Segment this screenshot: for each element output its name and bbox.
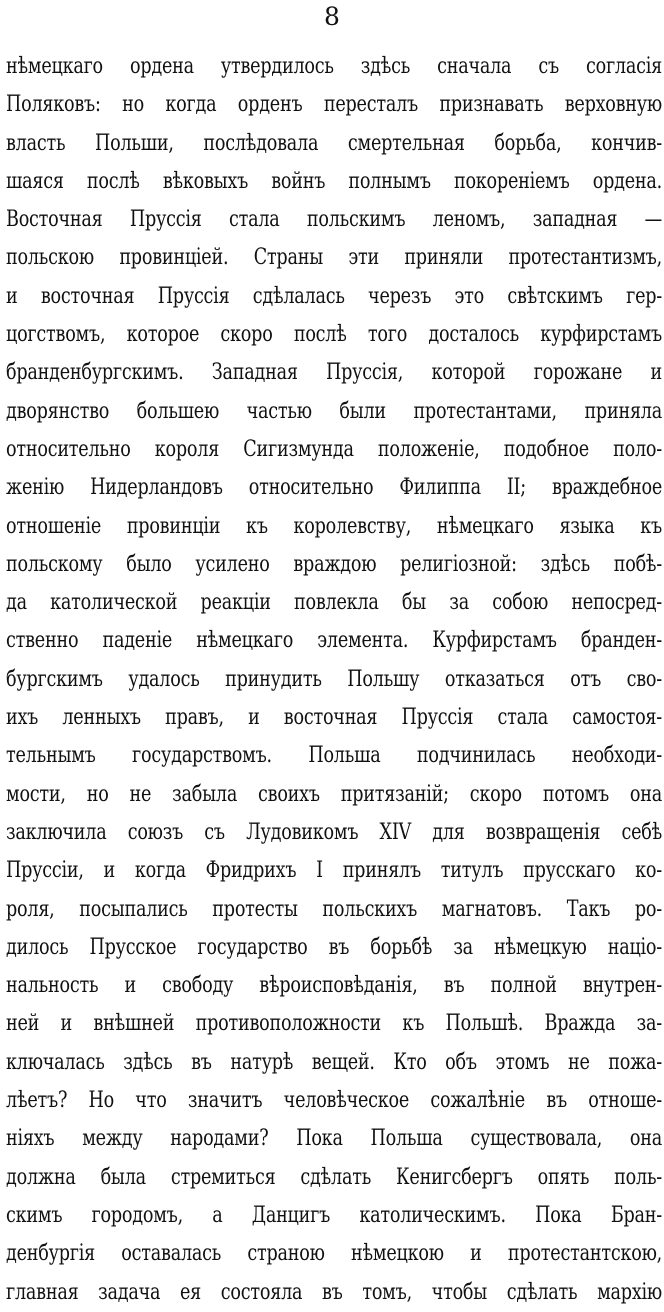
text-line: ключалась здѣсь въ натурѣ вещей. Кто объ этомъ не пожа- <box>6 1049 662 1075</box>
text-line: главная задача ея состояла въ томъ, чтобы сдѣлать мархію <box>6 1279 662 1305</box>
text-line: польскою провинціей. Страны эти приняли протестантизмъ, <box>6 245 662 271</box>
text-line: нѣмецкаго ордена утвердилось здѣсь сначала съ согласія <box>6 54 662 79</box>
text-line: отношеніе провинціи къ королевству, нѣмецкаго языка къ <box>6 513 662 539</box>
text-line: лѣетъ? Но что значитъ человѣческое сожалѣніе въ отноше- <box>6 1088 662 1114</box>
text-line: ней и внѣшней противоположности къ Польшѣ. Вражда за- <box>6 1011 662 1037</box>
text-line: бранденбургскимъ. Западная Пруссія, которой горожане и <box>6 360 662 386</box>
text-line: тельнымъ государствомъ. Польша подчинилась необходи- <box>6 743 662 769</box>
text-line: и восточная Пруссія сдѣлалась черезъ это свѣтскимъ гер- <box>6 283 662 309</box>
text-line: Поляковъ: но когда орденъ пересталъ признавать верховную <box>6 92 662 118</box>
text-line: денбургія оставалась страною нѣмецкою и протестантскою, <box>6 1241 662 1267</box>
text-line: должна была стремиться сдѣлать Кенигсбергъ опять поль- <box>6 1164 662 1190</box>
text-line: Пруссіи, и когда Фридрихъ I принялъ титулъ прусскаго ко- <box>6 858 662 884</box>
text-line: мости, но не забыла своихъ притязаній; скоро потомъ она <box>6 781 662 807</box>
text-line: Восточная Пруссія стала польскимъ леномъ, западная — <box>6 207 662 233</box>
text-line: ихъ ленныхъ правъ, и восточная Пруссія стала самостоя- <box>6 705 662 731</box>
text-line: относительно короля Сигизмунда положеніе, подобное поло- <box>6 436 662 462</box>
text-line: дворянство большею частью были протестантами, приняла <box>6 398 662 424</box>
text-line: власть Польши, послѣдовала смертельная борьба, кончив- <box>6 130 662 156</box>
text-line: женію Нидерландовъ относительно Филиппа II; враждебное <box>6 475 662 501</box>
text-line: да католической реакціи повлекла бы за собою непосред- <box>6 590 662 616</box>
text-line: шаяся послѣ вѣковыхъ войнъ полнымъ покореніемъ ордена. <box>6 168 662 194</box>
body-text <box>6 48 662 1312</box>
text-line: цогствомъ, которое скоро послѣ того досталось курфирстамъ <box>6 322 662 348</box>
text-line: дилось Прусское государство въ борьбѣ за нѣмецкую націо- <box>6 934 662 960</box>
text-line: заключила союзъ съ Лудовикомъ XIV для возвращенія себѣ <box>6 819 662 845</box>
text-line: бургскимъ удалось принудить Польшу отказаться отъ сво- <box>6 666 662 692</box>
text-line: ственно паденіе нѣмецкаго элемента. Курфирстамъ бранден- <box>6 628 662 654</box>
text-line: ніяхъ между народами? Пока Польша существовала, она <box>6 1126 662 1152</box>
text-line: роля, посыпались протесты польскихъ магнатовъ. Такъ ро- <box>6 896 662 922</box>
text-line: польскому было усилено враждою религіозной: здѣсь побѣ- <box>6 551 662 577</box>
page-number: 8 <box>324 2 340 31</box>
text-line: нальность и свободу вѣроисповѣданія, въ полной внутрен- <box>6 973 662 999</box>
text-line: скимъ городомъ, а Данцигъ католическимъ. Пока Бран- <box>6 1202 662 1228</box>
